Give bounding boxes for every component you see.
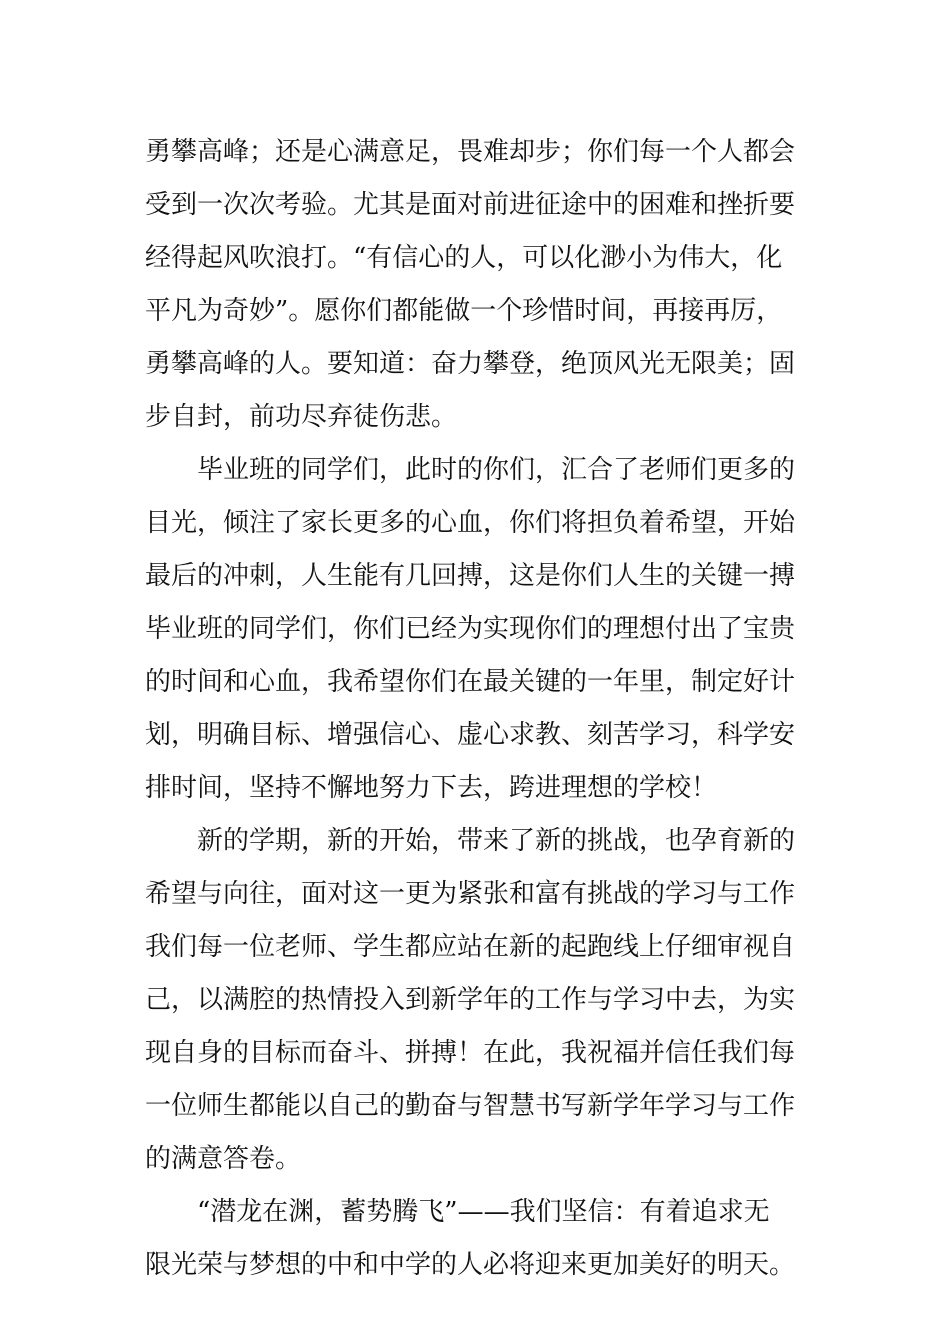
text-line: 新的学期，新的开始，带来了新的挑战，也孕育新的 — [197, 826, 796, 856]
text-line: 一位师生都能以自己的勤奋与智慧书写新学年学习与工作 — [145, 1091, 796, 1121]
paragraph — [145, 1186, 810, 1292]
text-line: 希望与向往，面对这一更为紧张和富有挑战的学习与工作 — [145, 879, 796, 909]
document-body — [145, 126, 810, 1292]
text-line: 的满意答卷。 — [145, 1144, 302, 1174]
text-line: 毕业班的同学们，你们已经为实现你们的理想付出了宝贵 — [145, 614, 796, 644]
paragraph — [145, 126, 810, 444]
text-line: 划，明确目标、增强信心、虚心求教、刻苦学习，科学安 — [145, 720, 796, 750]
text-line: 步自封，前功尽弃徒伤悲。 — [145, 402, 458, 432]
text-line: 勇攀高峰；还是心满意足，畏难却步；你们每一个人都会 — [145, 137, 796, 167]
text-line: 目光，倾注了家长更多的心血，你们将担负着希望，开始 — [145, 508, 796, 538]
text-line: 的时间和心血，我希望你们在最关键的一年里，制定好计 — [145, 667, 796, 697]
text-line: 勇攀高峰的人。要知道：奋力攀登，绝顶风光无限美；固 — [145, 349, 796, 379]
paragraph — [145, 444, 810, 815]
text-line: 毕业班的同学们，此时的你们，汇合了老师们更多的 — [197, 455, 796, 485]
text-line: 经得起风吹浪打。“有信心的人，可以化渺小为伟大，化 — [145, 243, 783, 273]
text-line: 己，以满腔的热情投入到新学年的工作与学习中去，为实 — [145, 985, 796, 1015]
text-line: 我们每一位老师、学生都应站在新的起跑线上仔细审视自 — [145, 932, 796, 962]
text-line: 平凡为奇妙”。愿你们都能做一个珍惜时间，再接再厉， — [145, 296, 783, 326]
text-line: 限光荣与梦想的中和中学的人必将迎来更加美好的明天。 — [145, 1250, 796, 1280]
text-line: 最后的冲刺，人生能有几回搏，这是你们人生的关键一搏 — [145, 561, 796, 591]
text-line: 现自身的目标而奋斗、拼搏！在此，我祝福并信任我们每 — [145, 1038, 796, 1068]
text-line: “潜龙在渊，蓄势腾飞”——我们坚信：有着追求无 — [197, 1197, 770, 1227]
text-line: 排时间，坚持不懈地努力下去，跨进理想的学校！ — [145, 773, 718, 803]
text-line: 受到一次次考验。尤其是面对前进征途中的困难和挫折要 — [145, 190, 796, 220]
paragraph — [145, 815, 810, 1186]
